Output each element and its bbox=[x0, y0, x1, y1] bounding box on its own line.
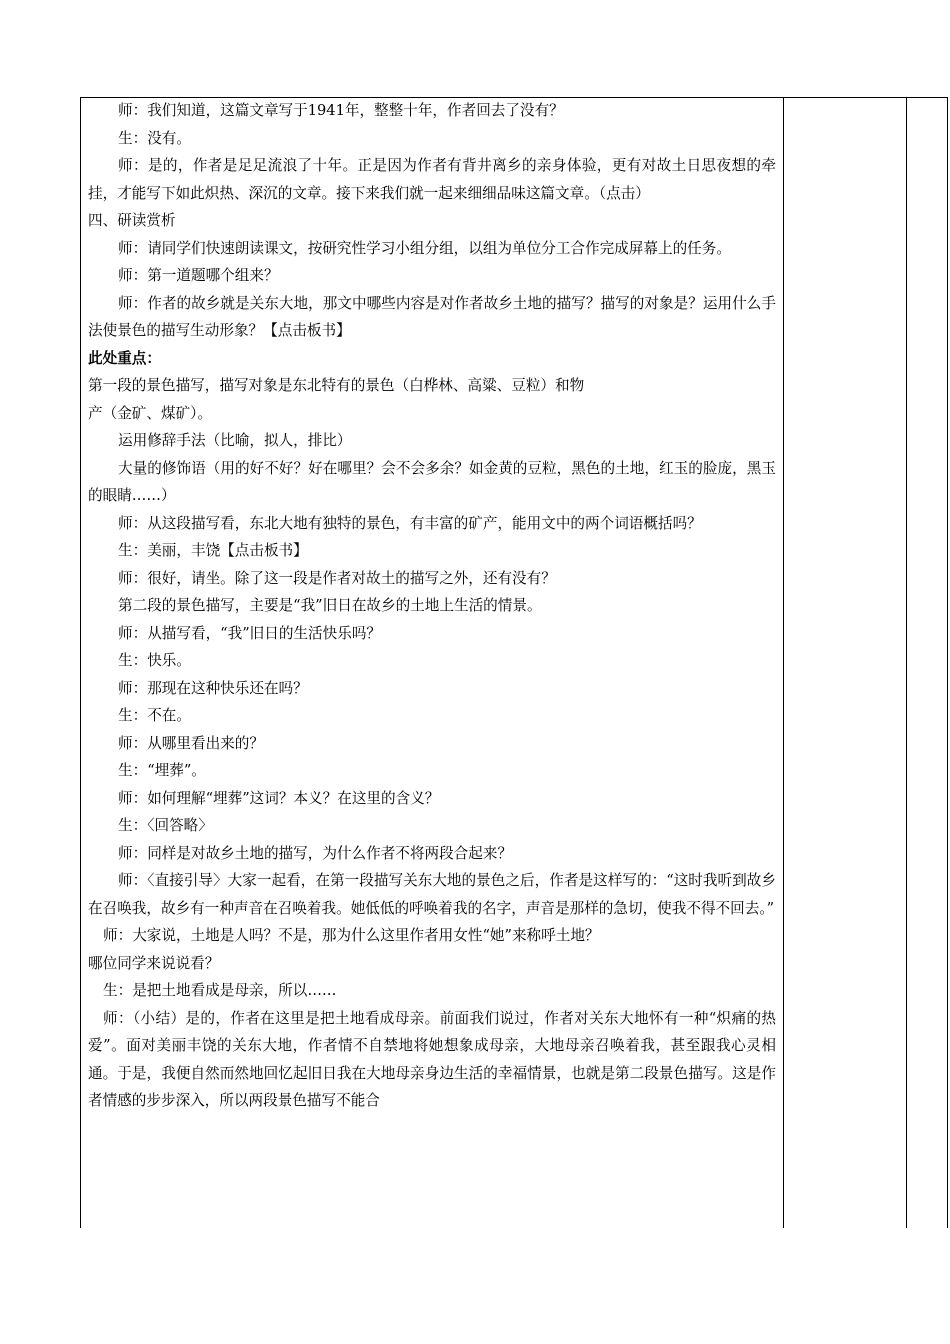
paragraph: 师：那现在这种快乐还在吗？ bbox=[118, 679, 308, 697]
paragraph: 师：（小结）是的，作者在这里是把土地看成母亲。前面我们说过，作者对关东大地怀有一种“炽痛的热爱”。面对美丽丰饶的关东大地，作者情不自禁地将她想象成母亲，大地母亲召唤着我，甚至跟我心灵相通。于是，我便自然而然地回忆起旧日我在大地母亲身边生活的幸福情景，也就是第二段景色描写。这是作者情感的步步深入，所以两段景色描写不能合 bbox=[88, 1009, 776, 1109]
paragraph: 师：〈直接引导〉大家一起看，在第一段描写关东大地的景色之后，作者是这样写的：“这时我听到故乡在召唤我，故乡有一种声音在召唤着我。她低低的呼唤着我的名字，声音是那样的急切，使我不得不回去。” bbox=[88, 872, 776, 917]
paragraph: 师：是的，作者是足足流浪了十年。正是因为作者有背井离乡的亲身体验，更有对故土日思夜想的牵挂，才能写下如此炽热、深沉的文章。接下来我们就一起来细细品味这篇文章。（点击） bbox=[88, 157, 776, 202]
paragraph: 生：不在。 bbox=[118, 707, 191, 724]
paragraph: 生：没有。 bbox=[118, 129, 191, 147]
column-divider bbox=[906, 97, 907, 1228]
paragraph: 师：第一道题哪个组来？ bbox=[118, 267, 279, 284]
paragraph: 哪位同学来说说看？ bbox=[88, 954, 220, 972]
paragraph: 运用修辞手法（比喻，拟人，排比） bbox=[118, 432, 352, 449]
paragraph: 师：作者的故乡就是关东大地，那文中哪些内容是对作者故乡土地的描写？描写的对象是？运用什么手法使景色的描写生动形象？【点击板书】 bbox=[88, 294, 776, 339]
section-heading: 此处重点： bbox=[88, 349, 161, 367]
paragraph: 师：如何理解“埋葬”这词？本义？在这里的含义？ bbox=[118, 789, 440, 807]
paragraph: 师：从这段描写看，东北大地有独特的景色，有丰富的矿产，能用文中的两个词语概括吗？ bbox=[118, 514, 702, 532]
paragraph: 第一段的景色描写，描写对象是东北特有的景色（白桦林、高粱、豆粒）和物 bbox=[88, 377, 585, 394]
lesson-text bbox=[88, 97, 776, 1115]
paragraph: 四、研读赏析 bbox=[88, 212, 176, 229]
paragraph: 生：“埋葬”。 bbox=[118, 762, 206, 779]
paragraph: 师：同样是对故乡土地的描写，为什么作者不将两段合起来？ bbox=[118, 844, 513, 862]
paragraph: 生：美丽，丰饶【点击板书】 bbox=[118, 542, 308, 559]
paragraph: 师：我们知道，这篇文章写于1941年，整整十年，作者回去了没有？ bbox=[118, 102, 564, 119]
paragraph: 生：是把土地看成是母亲，所以…… bbox=[103, 982, 337, 999]
paragraph: 师：从描写看，“我”旧日的生活快乐吗？ bbox=[118, 624, 382, 642]
paragraph: 生：快乐。 bbox=[118, 652, 191, 669]
paragraph: 师：从哪里看出来的？ bbox=[118, 734, 264, 752]
paragraph: 产（金矿、煤矿）。 bbox=[88, 404, 213, 422]
paragraph: 师：大家说，土地是人吗？不是，那为什么这里作者用女性“她”来称呼土地？ bbox=[103, 927, 600, 944]
paragraph: 师：请同学们快速朗读课文，按研究性学习小组分组，以组为单位分工合作完成屏幕上的任务。 bbox=[118, 239, 731, 257]
column-divider bbox=[783, 97, 784, 1228]
paragraph: 第二段的景色描写，主要是“我”旧日在故乡的土地上生活的情景。 bbox=[118, 597, 542, 614]
paragraph: 大量的修饰语（用的好不好？好在哪里？会不会多余？如金黄的豆粒，黑色的土地，红玉的脸庞，黑玉的眼睛……） bbox=[88, 459, 776, 504]
paragraph: 生：〈回答略〉 bbox=[118, 817, 213, 834]
paragraph: 师：很好，请坐。除了这一段是作者对故土的描写之外，还有没有？ bbox=[118, 569, 556, 587]
